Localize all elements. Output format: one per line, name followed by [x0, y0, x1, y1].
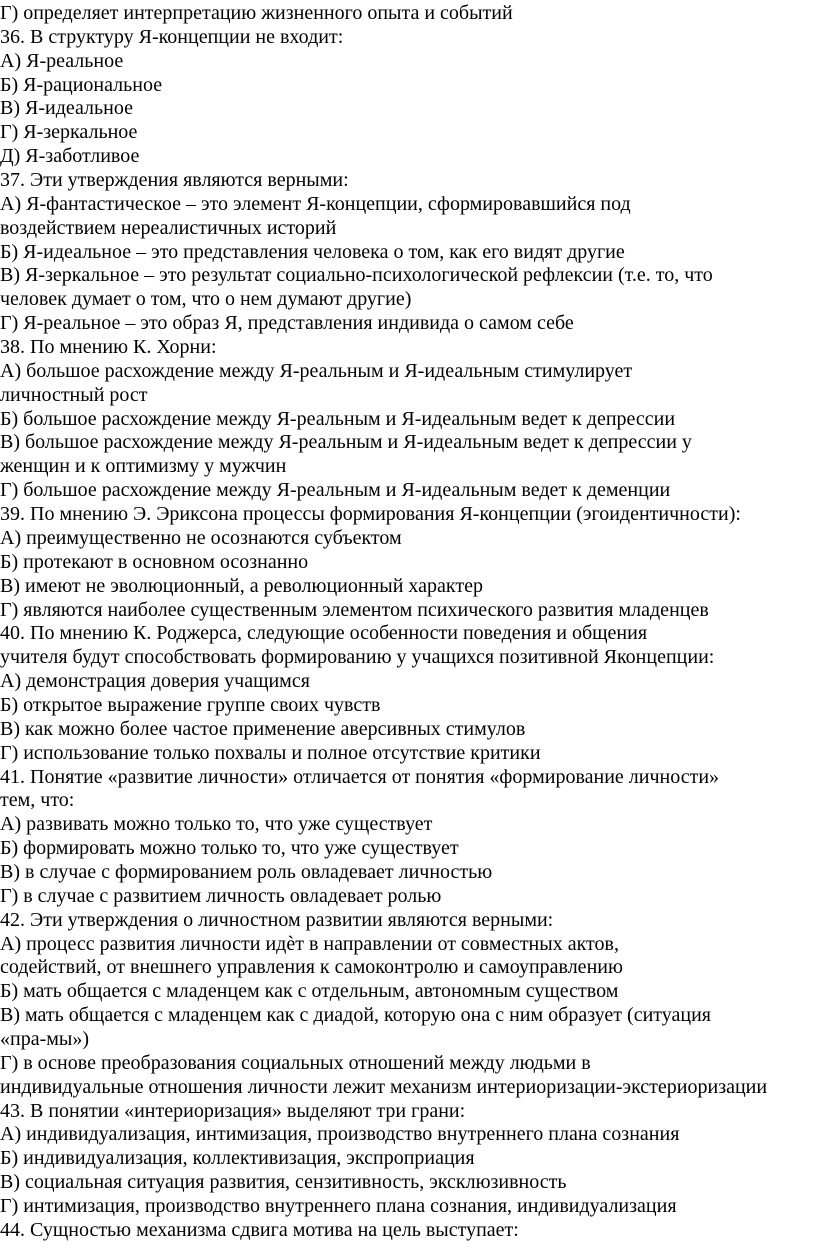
text-line: В) социальная ситуация развития, сензитивность, эксклюзивность [0, 1171, 567, 1194]
text-line: Б) мать общается с младенцем как с отдельным, автономным существом [0, 980, 619, 1003]
text-line: 41. Понятие «развитие личности» отличается от понятия «формирование личности» [0, 765, 720, 788]
text-line: В) в случае с формированием роль овладевает личностью [0, 860, 493, 883]
text-line: В) Я-идеальное [0, 97, 133, 120]
text-line: А) большое расхождение между Я-реальным и Я-идеальным стимулирует [0, 359, 633, 382]
text-line: В) мать общается с младенцем как с диадой, которую она с ним образует (ситуация [0, 1004, 711, 1027]
text-line: Г) в основе преобразования социальных отношений между людьми в [0, 1051, 591, 1074]
text-line: Г) большое расхождение между Я-реальным и Я-идеальным ведет к деменции [0, 479, 671, 502]
text-line: 37. Эти утверждения являются верными: [0, 169, 349, 192]
text-line: Г) интимизация, производство внутреннего плана сознания, индивидуализация [0, 1195, 677, 1217]
text-line: Б) открытое выражение группе своих чувств [0, 693, 381, 716]
text-line: В) большое расхождение между Я-реальным и Я-идеальным ведет к депрессии у [0, 431, 692, 454]
text-line: человек думает о том, что о нем думают другие) [0, 288, 412, 311]
text-line: В) Я-зеркальное – это результат социально-психологической рефлексии (т.е. то, что [0, 264, 713, 287]
text-line: 40. По мнению К. Роджерса, следующие особенности поведения и общения [0, 622, 648, 645]
text-line: А) Я-фантастическое – это элемент Я-концепции, сформировавшийся под [0, 192, 631, 215]
text-line: Д) Я-заботливое [0, 145, 140, 168]
text-line: А) развивать можно только то, что уже существует [0, 813, 433, 836]
text-line: А) преимущественно не осознаются субъектом [0, 526, 402, 549]
text-line: Б) большое расхождение между Я-реальным и Я-идеальным ведет к депрессии [0, 407, 676, 430]
text-line: А) индивидуализация, интимизация, производство внутреннего плана сознания [0, 1123, 680, 1146]
text-line: индивидуальные отношения личности лежит механизм интериоризации-экстериоризации [0, 1075, 768, 1098]
text-line: 39. По мнению Э. Эриксона процессы формирования Я-концепции (эгоидентичности): [0, 503, 741, 526]
text-line: В) как можно более частое применение аверсивных стимулов [0, 717, 526, 740]
text-line: воздействием нереалистичных историй [0, 216, 337, 239]
text-line: «пра-мы») [0, 1027, 89, 1050]
text-line: тем, что: [0, 789, 75, 812]
text-line: Г) определяет интерпретацию жизненного опыта и событий [0, 2, 513, 24]
text-line: Б) протекают в основном осознанно [0, 550, 309, 573]
text-line: 36. В структуру Я-концепции не входит: [0, 25, 344, 48]
text-line: Г) использование только похвалы и полное отсутствие критики [0, 741, 541, 764]
text-line: личностный рост [0, 383, 148, 406]
text-line: 42. Эти утверждения о личностном развитии являются верными: [0, 908, 554, 931]
text-line: Б) Я-рациональное [0, 73, 163, 96]
text-line: учителя будут способствовать формированию у учащихся позитивной Яконцепции: [0, 646, 715, 669]
text-line: 38. По мнению К. Хорни: [0, 336, 217, 359]
text-line: Г) Я-реальное – это образ Я, представления индивида о самом себе [0, 312, 574, 335]
text-line: женщин и к оптимизму у мужчин [0, 455, 287, 478]
text-line: 43. В понятии «интериоризация» выделяют три грани: [0, 1099, 466, 1122]
text-line: А) процесс развития личности идѐт в направлении от совместных актов, [0, 932, 619, 955]
text-line: Б) формировать можно только то, что уже существует [0, 837, 459, 860]
text-line: Г) Я-зеркальное [0, 121, 138, 144]
text-line: 44. Сущностью механизма сдвига мотива на цель выступает: [0, 1218, 519, 1241]
text-line: Г) в случае с развитием личность овладевает ролью [0, 884, 442, 907]
text-line: Г) являются наиболее существенным элементом психического развития младенцев [0, 598, 709, 621]
text-line: Б) Я-идеальное – это представления человека о том, как его видят другие [0, 240, 625, 263]
text-line: А) Я-реальное [0, 49, 124, 72]
text-line: А) демонстрация доверия учащимся [0, 670, 310, 693]
text-line: В) имеют не эволюционный, а революционный характер [0, 574, 483, 597]
text-line: Б) индивидуализация, коллективизация, экспроприация [0, 1147, 475, 1170]
text-line: содействий, от внешнего управления к самоконтролю и самоуправлению [0, 956, 623, 979]
